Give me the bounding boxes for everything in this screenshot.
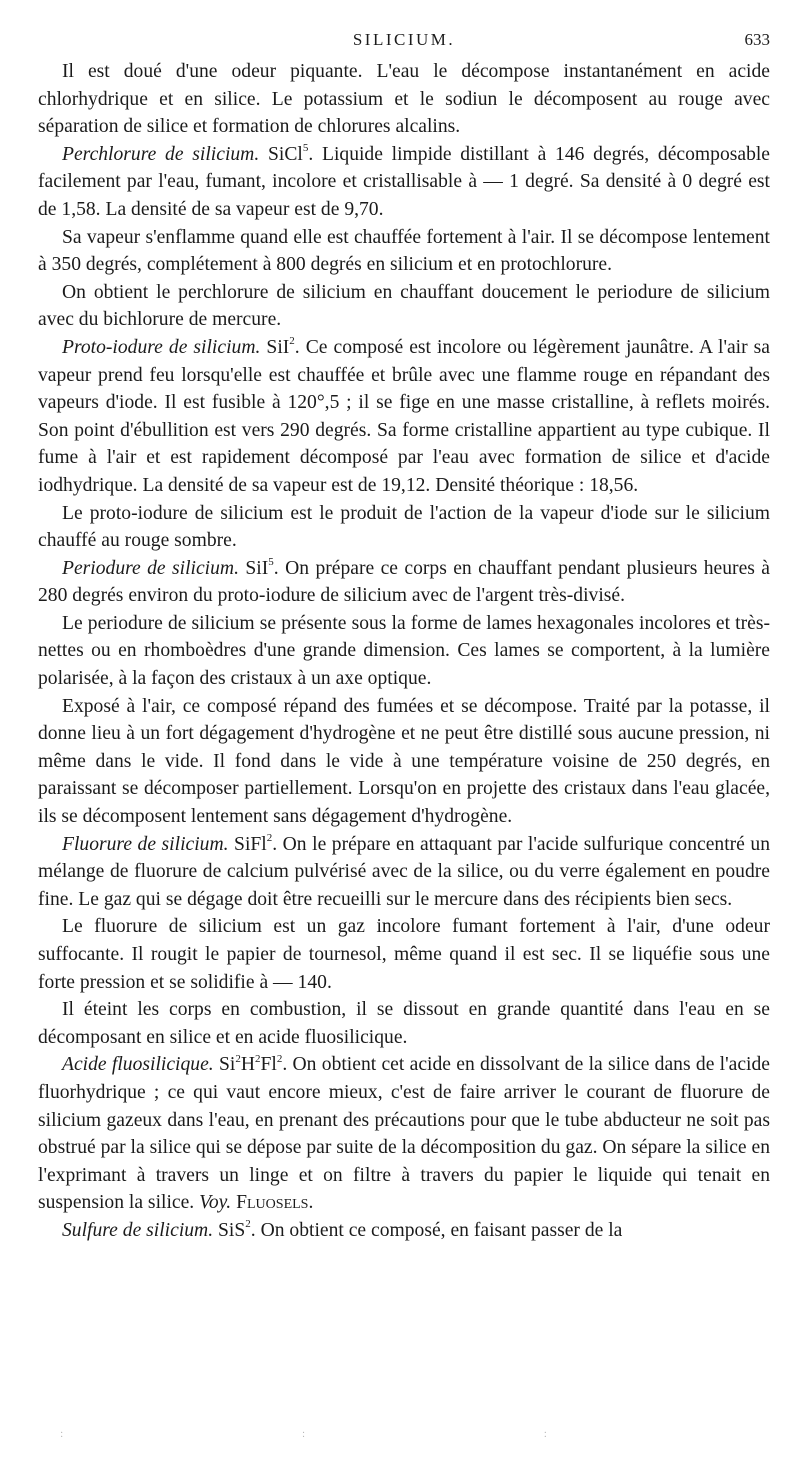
paragraph-text: Le periodure de silicium se présente sous la forme de lames hexagonales incolores et très-nettes ou en rhomboèdres d'une grande dimension. Ces lames se comportent, à la lumière polarisée, à la façon des cristaux à un axe optique.: [38, 612, 770, 690]
formula-superscript: 2: [276, 1052, 283, 1065]
compound-title: Acide fluosilicique.: [62, 1054, 214, 1076]
formula: [219, 1054, 282, 1075]
paragraph-periodure-forme: [38, 610, 770, 693]
formula-base: SiI: [266, 336, 290, 358]
formula-base: Fl: [260, 1054, 277, 1076]
paragraph-periodure-air: [38, 693, 770, 831]
paragraph-fluorure-combustion: [38, 996, 770, 1051]
formula: [234, 834, 272, 855]
formula-superscript: 5: [268, 556, 274, 569]
formula-superscript: 2: [266, 832, 273, 845]
compound-title: Fluorure de silicium.: [62, 833, 229, 855]
paragraph-fluorure: [38, 831, 770, 914]
paragraph-fluorure-gaz: [38, 913, 770, 996]
paragraph-text: . On obtient ce composé, en faisant passer de la: [250, 1219, 623, 1241]
compound-title: Proto-iodure de silicium.: [62, 336, 261, 358]
paragraph-perchlorure: [38, 141, 770, 224]
page-number: 633: [744, 30, 770, 49]
formula-base: SiCl: [267, 143, 303, 165]
paragraph-text: Il est doué d'une odeur piquante. L'eau le décompose instantanément en acide chlorhydrique et en silice. Le potassium et le sodiun le décomposent au rouge avec séparation de silice et formation de chlorures alcalins.: [38, 61, 770, 138]
page-header: [38, 26, 770, 56]
paragraph-text: . On le prépare en attaquant par l'acide sulfurique concentré un mélange de fluorure de calcium pulvérisé avec de la silice, ou du verre également en poudre fine. Le gaz qui se dégage doit être recueilli sur le mercure dans des récipients bien secs.: [38, 833, 770, 910]
paragraph-text: Le fluorure de silicium est un gaz incolore fumant fortement à l'air, d'une odeur suffocante. Il rougit le papier de tournesol, même quand il est sec. Il se liquéfie sous une forte pression et se solidifie à — 140.: [38, 916, 770, 993]
paragraph-sulfure: [38, 1217, 770, 1245]
formula-superscript: 5: [302, 142, 309, 155]
paragraph-vapeur: [38, 224, 770, 279]
compound-title: Periodure de silicium.: [62, 557, 239, 579]
paragraph-periodure: [38, 555, 770, 610]
document-page: [38, 26, 770, 1245]
formula-base: H: [240, 1054, 255, 1076]
running-title: SILICIUM.: [352, 30, 456, 49]
paragraph-proto-iodure-production: [38, 500, 770, 555]
paragraph-text: On obtient le perchlorure de silicium en chauffant doucement le periodure de silicium avec du bichlorure de mercure.: [38, 281, 770, 331]
paragraph-text: . Ce composé est incolore ou légèrement jaunâtre. A l'air sa vapeur prend feu lorsqu'elle est chauffée et brûle avec une flamme rouge en répandant des vapeurs d'iode. Il est fusible à 120°,5 ; il se fige en une masse cristalline, à reflets moirés. Son point d'ébullition est vers 290 degrés. Sa forme cristalline appartient au type cubique. Il fume à l'air et est rapidement décomposé par l'eau avec formation de silice et d'acide iodhydrique. La densité de sa vapeur est de 19,12. Densité théorique : 18,56.: [38, 336, 770, 496]
compound-title: Sulfure de silicium.: [62, 1219, 214, 1241]
formula-base: Si: [218, 1054, 236, 1076]
paragraph-text: . Liquide limpide distillant à 146 degrés, décomposable facilement par l'eau, fumant, incolore et cristallisable à — 1 degré. Sa densité à 0 degré est de 1,58. La densité de sa vapeur est de 9,70.: [38, 143, 771, 220]
paragraph-text: Le proto-iodure de silicium est le produit de l'action de la vapeur d'iode sur le silicium chauffé au rouge sombre.: [38, 502, 770, 552]
cross-reference-target: Fluosels.: [236, 1192, 314, 1214]
compound-title: Perchlorure de silicium.: [62, 143, 260, 165]
paragraph-text: Exposé à l'air, ce composé répand des fumées et se décompose. Traité par la potasse, il donne lieu à un fort dégagement d'hydrogène et ne peut être distillé sous aucune pression, ni même dans le vide. Il fond dans le vide à une température voisine de 250 degrés, en paraissant se décomposer partiellement. Lorsqu'on en projette des cristaux dans l'eau glacée, ils se décomposent lentement sans dégagement d'hydrogène.: [38, 695, 770, 828]
formula-superscript: 2: [235, 1052, 241, 1065]
cross-reference-prefix: Voy.: [199, 1192, 232, 1214]
formula-base: SiS: [218, 1219, 246, 1241]
formula-superscript: 2: [245, 1218, 251, 1231]
paragraph-acide-fluosilicique: [38, 1051, 770, 1217]
formula-superscript: 2: [289, 335, 295, 348]
formula-base: SiI: [245, 557, 269, 579]
print-specks: · · · · · ·: [60, 1428, 665, 1443]
paragraph-text: . On obtient cet acide en dissolvant de la silice dans de l'acide fluorhydrique ; ce qui vaut encore mieux, c'est de faire arriver le courant de fluorure de silicium gazeux dans l'eau, en prenant des précautions pour que le tube abducteur ne soit pas obstrué par la silice qui se dépose par suite de la décomposition du gaz. On sépare la silice en l'exprimant à travers un linge et on filtre à travers du papier le liquide qui tenait en suspension la silice.: [38, 1054, 770, 1214]
formula-superscript: 2: [254, 1052, 261, 1065]
paragraph-proto-iodure: [38, 334, 770, 500]
formula: [268, 144, 308, 165]
formula: [266, 337, 294, 358]
paragraph-text: Il éteint les corps en combustion, il se dissout en grande quantité dans l'eau en se décomposant en silice et en acide fluosilicique.: [38, 999, 770, 1048]
formula-base: SiFl: [234, 833, 267, 855]
paragraph-odeur: [38, 58, 770, 141]
formula: [218, 1220, 251, 1241]
paragraph-text: . On prépare ce corps en chauffant pendant plusieurs heures à 280 degrés environ du proto-iodure de silicium avec de l'argent très-divisé.: [38, 557, 771, 607]
paragraph-text: Sa vapeur s'enflamme quand elle est chauffée fortement à l'air. Il se décompose lentement à 350 degrés, complétement à 800 degrés en silicium et en protochlorure.: [38, 226, 770, 276]
formula: [245, 558, 273, 579]
paragraph-obtention-perchlorure: [38, 279, 770, 334]
